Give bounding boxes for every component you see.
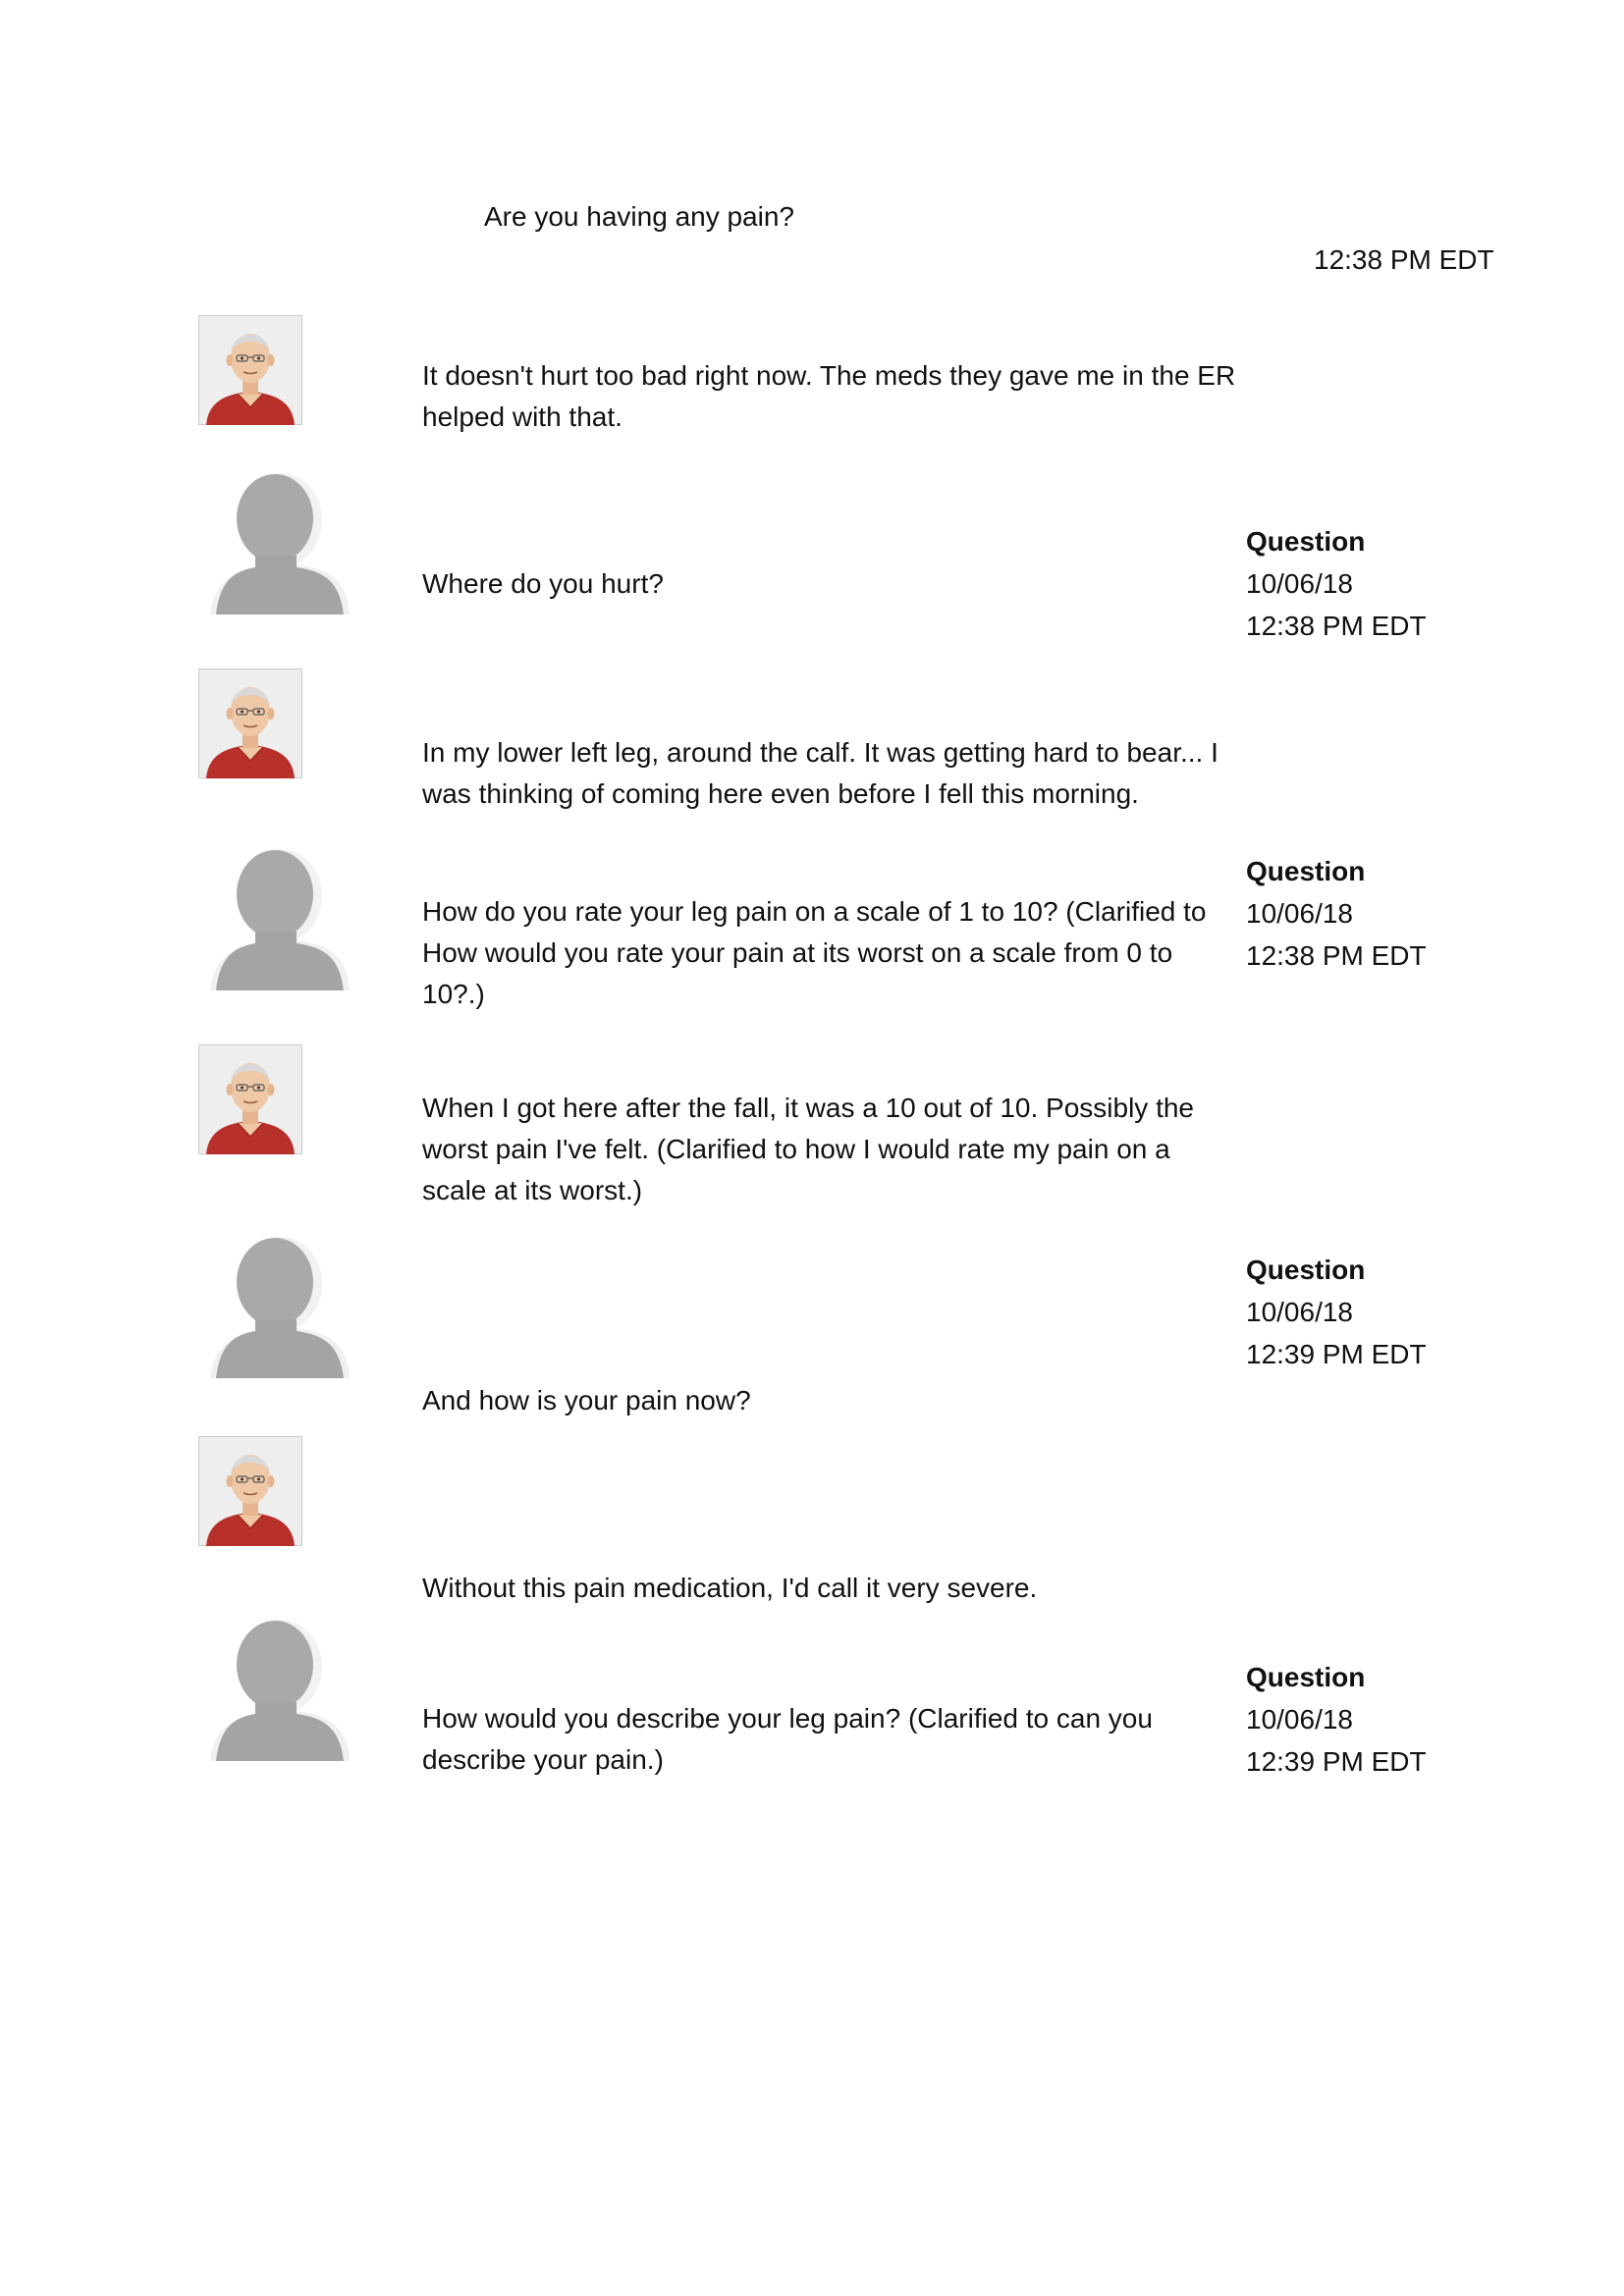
patient-avatar xyxy=(198,315,302,425)
patient-message: Without this pain medication, I'd call it very severe. xyxy=(422,1573,1038,1603)
question-kind-label: Question xyxy=(1246,1255,1366,1285)
interviewer-question: Where do you hurt? xyxy=(422,568,664,599)
interviewer-question: How would you describe your leg pain? (Clarified to can you describe your pain.) xyxy=(422,1703,1153,1775)
header-time: 12:38 PM EDT xyxy=(1314,244,1494,275)
question-time: 12:39 PM EDT xyxy=(1246,1746,1427,1777)
patient-avatar xyxy=(198,668,302,778)
patient-avatar xyxy=(198,1044,302,1154)
question-meta xyxy=(1246,1656,1427,1783)
question-date: 10/06/18 xyxy=(1246,568,1353,599)
question-date: 10/06/18 xyxy=(1246,898,1353,929)
interviewer-silhouette-avatar xyxy=(204,1600,352,1767)
interviewer-silhouette-avatar xyxy=(204,829,352,996)
interviewer-silhouette-avatar xyxy=(204,1217,352,1384)
question-meta xyxy=(1246,850,1427,977)
interviewer-question: How do you rate your leg pain on a scale of 1 to 10? (Clarified to How would you rate your pain at its worst on a scale from 0 to 10?.) xyxy=(422,896,1207,1009)
interviewer-silhouette-avatar xyxy=(204,454,352,620)
question-kind-label: Question xyxy=(1246,856,1366,886)
patient-message: When I got here after the fall, it was a 10 out of 10. Possibly the worst pain I've felt. (Clarified to how I would rate my pain on a scale at its worst.) xyxy=(422,1093,1194,1205)
question-kind-label: Question xyxy=(1246,1662,1366,1692)
question-time: 12:38 PM EDT xyxy=(1246,611,1427,641)
question-meta xyxy=(1246,1249,1427,1375)
question-meta xyxy=(1246,520,1427,647)
patient-avatar xyxy=(198,1436,302,1546)
question-time: 12:38 PM EDT xyxy=(1246,940,1427,971)
patient-message: It doesn't hurt too bad right now. The meds they gave me in the ER helped with that. xyxy=(422,360,1236,432)
header-question-text: Are you having any pain? xyxy=(484,201,794,232)
question-date: 10/06/18 xyxy=(1246,1297,1353,1327)
interviewer-question: And how is your pain now? xyxy=(422,1385,751,1415)
question-kind-label: Question xyxy=(1246,526,1366,557)
patient-message: In my lower left leg, around the calf. It was getting hard to bear... I was thinking of coming here even before I fell this morning. xyxy=(422,737,1218,809)
question-date: 10/06/18 xyxy=(1246,1704,1353,1735)
question-time: 12:39 PM EDT xyxy=(1246,1339,1427,1369)
